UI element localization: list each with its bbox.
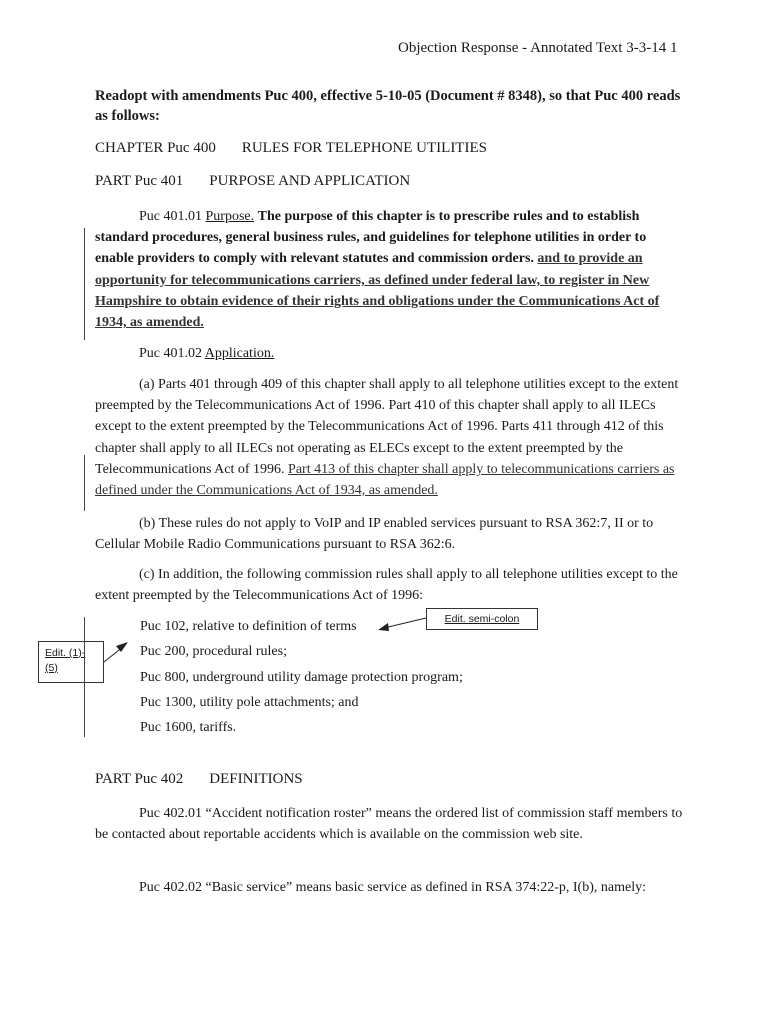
- page-header: Objection Response - Annotated Text 3-3-14 1: [398, 40, 678, 56]
- part-401-number: PART Puc 401: [95, 173, 184, 189]
- chapter-number: CHAPTER Puc 400: [95, 140, 216, 156]
- part-402-number: PART Puc 402: [95, 771, 184, 787]
- section-401-01-inserted-text: and to provide an opportunity for telecommunications carriers, as defined under federal law, to register in New Hampshire to obtain evidence of their rights and obligations under the Communications Act of 1934, as amended.: [95, 251, 660, 331]
- list-item: Puc 102, relative to definition of terms: [140, 619, 357, 634]
- section-401-01-number: Puc 401.01: [139, 209, 202, 224]
- paragraph-b: (b) These rules do not apply to VoIP and IP enabled services pursuant to RSA 362:7, II or to Cellular Mobile Radio Communications pursuant to RSA 362:6.: [95, 516, 654, 553]
- numbering-edit-callout: Edit. (1)-(5): [38, 641, 104, 683]
- semicolon-edit-callout: Edit. semi-colon: [426, 608, 538, 630]
- section-401-01-text: The purpose of this chapter is to prescribe rules and to establish standard procedures, general business rules, and guidelines for telephone utilities in order to enable providers to comply with relevant statutes and commission orders.: [95, 209, 647, 267]
- part-401-name: PURPOSE AND APPLICATION: [209, 173, 411, 189]
- part-402-heading: [95, 771, 303, 788]
- list-item: Puc 800, underground utility damage protection program;: [140, 670, 463, 685]
- definition-402-01: Puc 402.01 “Accident notification roster” means the ordered list of commission staff members to be contacted about reportable accidents which is available on the commission web site.: [95, 806, 683, 843]
- paragraph-a-text: (a) Parts 401 through 409 of this chapter shall apply to all telephone utilities except to the extent preempted by the Telecommunications Act of 1996. Part 410 of this chapter shall apply to all ILECs except to the extent preempted by the Telecommunications Act of 1996. Parts 411 through 412 of this chapter shall apply to all ILECs not operating as ELECs except to the extent preempted by the Telecommunications Act of 1996.: [95, 377, 679, 477]
- list-item: Puc 1600, tariffs.: [140, 720, 237, 735]
- section-401-01-caption: Purpose.: [205, 209, 255, 224]
- definition-402-02: Puc 402.02 “Basic service” means basic service as defined in RSA 374:22-p, I(b), namely:: [139, 880, 646, 895]
- list-item: Puc 1300, utility pole attachments; and: [140, 695, 359, 710]
- document-title: Readopt with amendments Puc 400, effective 5-10-05 (Document # 8348), so that Puc 400 reads as follows:: [95, 88, 681, 124]
- paragraph-c: (c) In addition, the following commission rules shall apply to all telephone utilities except to the extent preempted by the Telecommunications Act of 1996:: [95, 567, 678, 604]
- section-401-02-number: Puc 401.02: [139, 346, 202, 361]
- section-401-02-caption: Application.: [204, 346, 275, 361]
- paragraph-a-inserted-text: Part 413 of this chapter shall apply to telecommunications carriers as defined under the Communications Act of 1934, as amended.: [95, 461, 675, 499]
- chapter-name: RULES FOR TELEPHONE UTILITIES: [241, 140, 487, 156]
- list-item: Puc 200, procedural rules;: [140, 644, 287, 659]
- part-402-name: DEFINITIONS: [209, 771, 303, 787]
